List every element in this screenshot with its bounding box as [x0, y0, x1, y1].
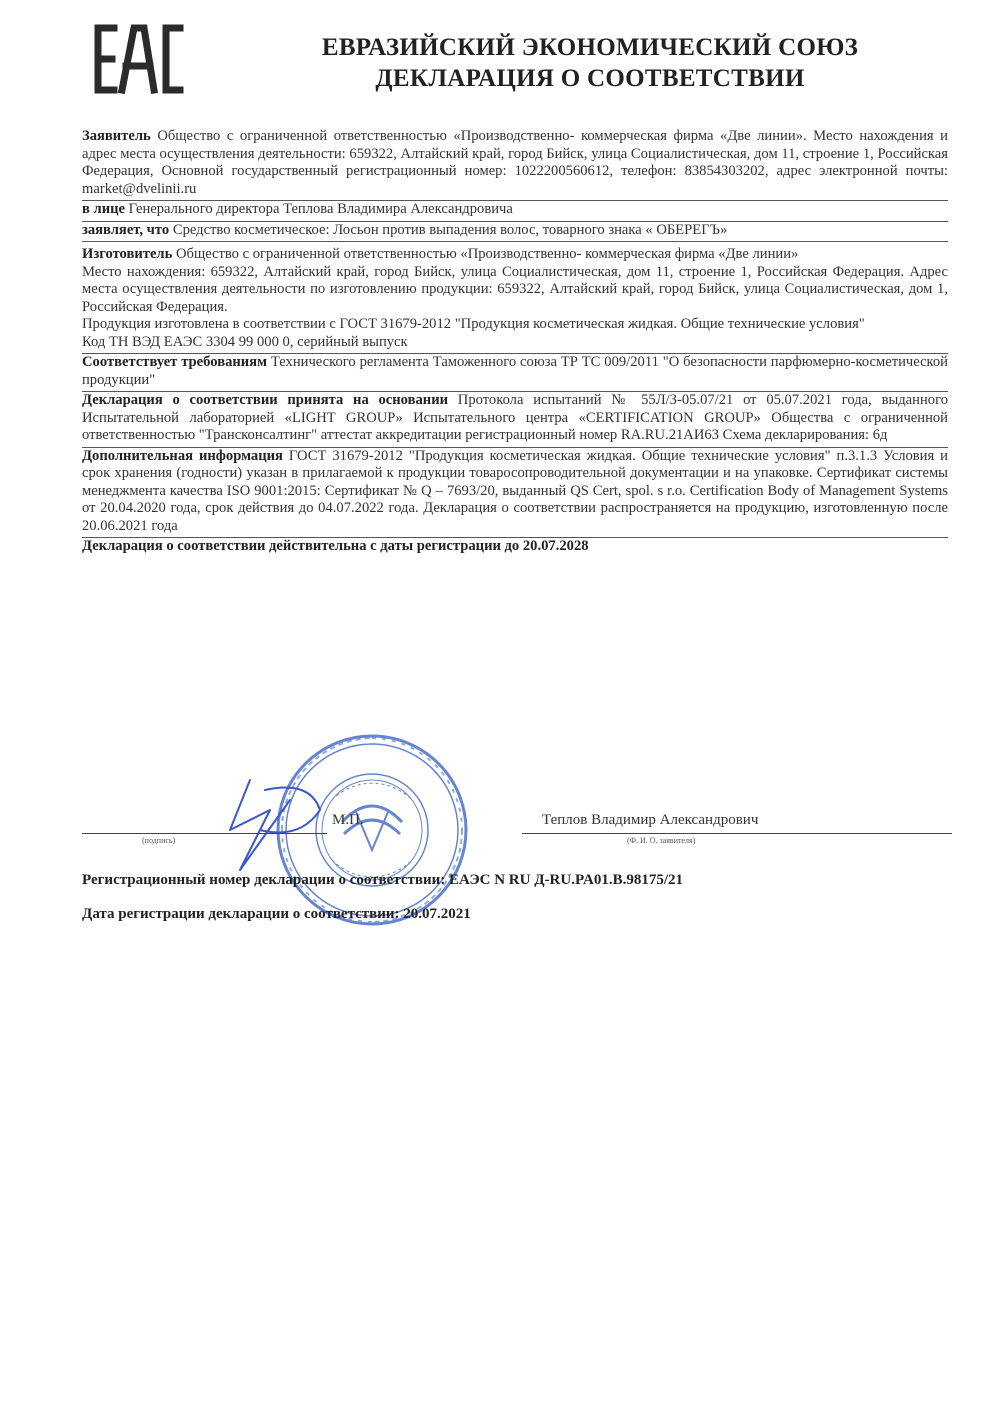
manufacturer-label: Изготовитель: [82, 246, 173, 262]
complies-section: [82, 354, 948, 392]
registration-date-line: [82, 906, 471, 923]
applicant-section: [82, 128, 948, 201]
registration-number-value: ЕАЭС N RU Д-RU.PA01.B.98175/21: [445, 872, 684, 888]
signer-caption: (Ф. И. О. заявителя): [627, 836, 696, 845]
represented-by-text: Генерального директора Теплова Владимира Александровича: [125, 201, 513, 217]
applicant-text: Общество с ограниченной ответственностью «Производственно- коммерческая фирма «Две линии». Место нахождения и адрес места осуществления деятельности: 659322, Алтайский край, город Бийск, улица Социалистическая, дом 11, строение 1, Российская Федерация, Основной государственный регистрационный номер: 1022200560612, телефон: 83854303202, адрес электронной почты: market@dvelinii.ru: [82, 128, 948, 197]
signature-caption: (подпись): [142, 836, 176, 845]
document-header: [230, 32, 950, 94]
signature-line: [82, 833, 327, 834]
basis-label: Декларация о соответствии принята на основании: [82, 392, 449, 408]
product-code: Код ТН ВЭД ЕАЭС 3304 99 000 0, серийный выпуск: [82, 333, 408, 350]
seal-place-label: М.П.: [332, 812, 364, 828]
declares-label: заявляет, что: [82, 221, 170, 238]
declares-text: Средство косметическое: Лосьон против выпадения волос, товарного знака « ОБЕРЕГЪ»: [169, 221, 728, 238]
signature-block: [82, 800, 952, 860]
manufacturer-text: Общество с ограниченной ответственностью «Производственно- коммерческая фирма «Две линии»: [172, 246, 799, 262]
additional-info-label: Дополнительная информация: [82, 447, 283, 464]
additional-info-section: [82, 448, 948, 539]
complies-text: Технического регламента Таможенного союза ТР ТС 009/2011 "О безопасности парфюмерно-косметической продукции": [82, 354, 948, 388]
signer-name-line: [522, 833, 952, 834]
represented-by-section: [82, 201, 948, 222]
registration-number-label: Регистрационный номер декларации о соответствии:: [82, 872, 446, 888]
additional-info-text: ГОСТ 31679-2012 "Продукция косметическая жидкая. Общие технические условия" п.3.1.3 Условия и срок хранения (годности) указан в прилагаемой к продукции товаросопроводительной документации и на упаковке. Сертификат системы менеджмента качества ISO 9001:2015: Сертификат № Q – 7693/20, выданный QS Cert, spol. s r.o. Certification Body of Management Systems от 20.04.2020 года, срок действия до 04.07.2022 года. Декларация о соответствии распространяется на продукцию, изготовленную после 20.06.2021 года: [82, 447, 948, 534]
header-union-title: ЕВРАЗИЙСКИЙ ЭКОНОМИЧЕСКИЙ СОЮЗ: [321, 34, 859, 61]
eac-mark-icon: [92, 22, 184, 96]
basis-text: Протокола испытаний № 55Л/З-05.07/21 от 05.07.2021 года, выданного Испытательной лабораторией «LIGHT GROUP» Испытательного центра «CERTIFICATION GROUP» Общества с ограниченной ответственностью "Трансконсалтинг" аттестат аккредитации регистрационный номер RA.RU.21АИ63 Схема декларирования: 6д: [82, 392, 948, 443]
manufacturer-standard: Продукция изготовлена в соответствии с ГОСТ 31679-2012 "Продукция косметическая жидкая. Общие технические условия": [82, 316, 865, 332]
applicant-label: Заявитель: [82, 128, 151, 144]
declaration-body: [82, 128, 948, 556]
manufacturer-address: Место нахождения: 659322, Алтайский край, город Бийск, улица Социалистическая, дом 11, строение 1, Российская Федерация. Адрес места осуществления деятельности по изготовлению продукции: 659322, Алтайский край, город Бийск, улица Социалистическая, дом 1, Российская Федерация.: [82, 263, 948, 315]
signer-name: Теплов Владимир Александрович: [542, 812, 759, 828]
manufacturer-section: [82, 246, 948, 354]
complies-label: Соответствует требованиям: [82, 354, 268, 370]
registration-number-line: [82, 872, 683, 889]
registration-date-label: Дата регистрации декларации о соответствии:: [82, 906, 400, 922]
declares-section: [82, 222, 948, 243]
manufacturer-line: [82, 246, 948, 264]
basis-section: [82, 392, 948, 448]
validity-date: до 20.07.2028: [500, 538, 589, 554]
registration-date-value: 20.07.2021: [399, 906, 471, 922]
validity-section: [82, 538, 948, 556]
represented-by-label: в лице: [82, 201, 126, 217]
header-declaration-title: ДЕКЛАРАЦИЯ О СООТВЕТСТВИИ: [375, 65, 805, 92]
validity-label: Декларация о соответствии действительна с даты регистрации: [82, 538, 501, 554]
